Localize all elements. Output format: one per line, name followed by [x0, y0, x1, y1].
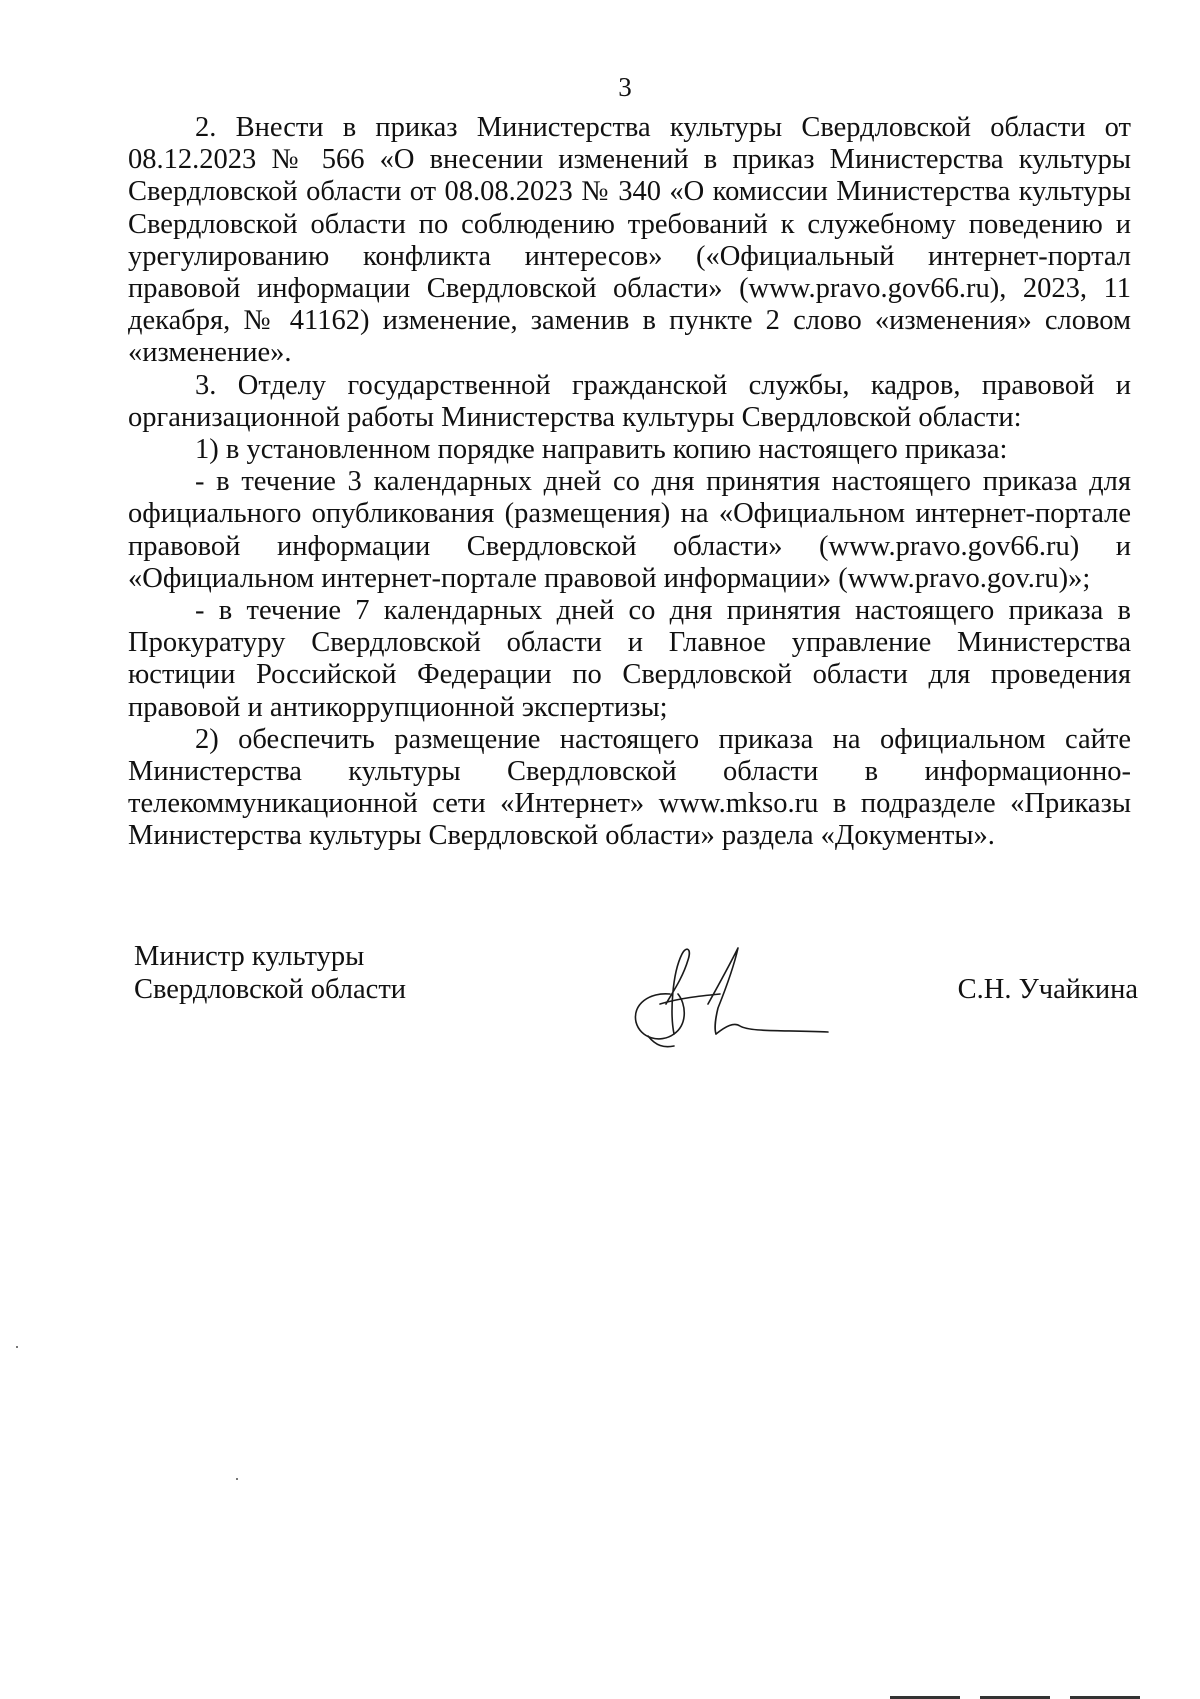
signature-block: [0, 940, 1200, 1060]
scan-speck: [16, 1346, 18, 1348]
handwritten-signature: [630, 934, 830, 1054]
signatory-position-line1: Министр культуры: [134, 941, 365, 972]
paragraph-dash-3-days: - в течение 3 календарных дней со дня принятия настоящего приказа для официального опубликования (размещения) на «Официальном интернет-портале правовой информации Свердловской области» (www.pravo.gov66.ru) и «Официальном интернет-портале правовой информации» (www.pravo.gov.ru)»;: [128, 466, 1131, 594]
signatory-position: [134, 940, 406, 1006]
paragraph-item-3: 3. Отделу государственной гражданской службы, кадров, правовой и организационной работы Министерства культуры Свердловской области:: [128, 369, 1131, 433]
document-body: [128, 112, 1131, 853]
paragraph-dash-7-days: - в течение 7 календарных дней со дня принятия настоящего приказа в Прокуратуру Свердловской области и Главное управление Министерства юстиции Российской Федерации по Свердловской области для проведения правовой и антикоррупционной экспертизы;: [128, 595, 1131, 723]
signatory-name: С.Н. Учайкина: [957, 974, 1138, 1005]
footer-scan-marks: [880, 1691, 1200, 1699]
paragraph-item-2: 2. Внести в приказ Министерства культуры Свердловской области от 08.12.2023 № 566 «О внесении изменений в приказ Министерства культуры Свердловской области от 08.08.2023 № 340 «О комиссии Министерства культуры Свердловской области по соблюдению требований к служебному поведению и урегулированию конфликта интересов» («Официальный интернет-портал правовой информации Свердловской области» (www.pravo.gov66.ru), 2023, 11 декабря, № 41162) изменение, заменив в пункте 2 слово «изменения» словом «изменение».: [128, 112, 1131, 369]
scan-speck: [236, 1478, 238, 1480]
signatory-position-line2: Свердловской области: [134, 974, 407, 1005]
paragraph-subitem-1: 1) в установленном порядке направить копию настоящего приказа:: [195, 434, 1008, 466]
page-number: 3: [618, 72, 632, 102]
paragraph-subitem-2: 2) обеспечить размещение настоящего приказа на официальном сайте Министерства культуры Свердловской области в информационно-телекоммуникационной сети «Интернет» www.mkso.ru в подразделе «Приказы Министерства культуры Свердловской области» раздела «Документы».: [128, 723, 1131, 852]
